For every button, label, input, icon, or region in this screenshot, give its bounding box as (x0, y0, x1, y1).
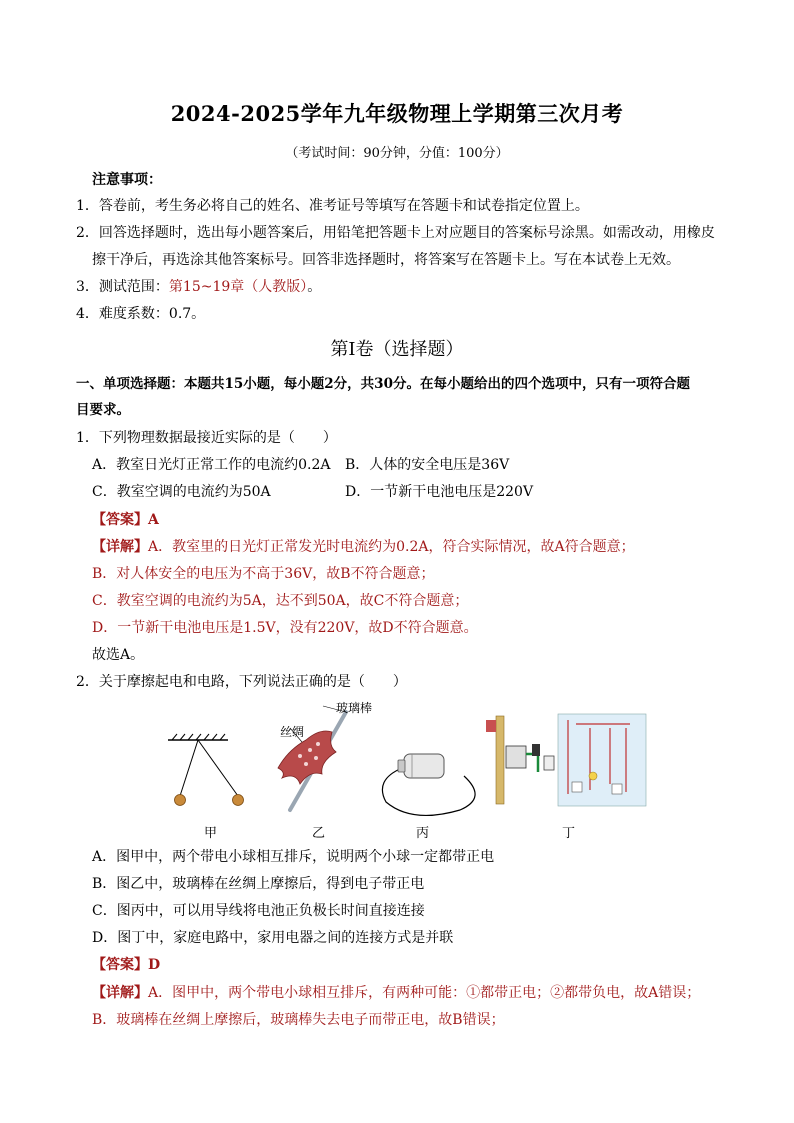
note-3-prefix: 3．测试范围： (76, 279, 169, 295)
note-4: 4．难度系数：0.7。 (76, 306, 206, 322)
note-2: 2．回答选择题时，选出每小题答案后，用铅笔把答题卡上对应题目的答案标号涂黑。如需改动，用橡皮 (76, 225, 715, 241)
q1-option-b: B．人体的安全电压是36V (345, 457, 510, 473)
figure-label-ding: 丁 (562, 826, 576, 841)
q2-detail-b: B．玻璃棒在丝绸上摩擦后，玻璃棒失去电子而带正电，故B错误； (92, 1012, 505, 1028)
q1-answer (92, 510, 159, 530)
q1-detail-a (92, 537, 635, 557)
figure-yi-glass-rod (278, 706, 346, 810)
section-title: 第Ⅰ卷（选择题） (330, 339, 464, 360)
q2-stem: 2．关于摩擦起电和电路，下列说法正确的是（ ） (76, 674, 407, 690)
figure-label-glass-rod: 玻璃棒 (336, 701, 373, 715)
q1-option-d: D．一节新干电池电压是220V (345, 484, 534, 500)
q2-answer (92, 955, 160, 975)
notes-heading: 注意事项： (92, 172, 162, 188)
q1-detail-b: B．对人体安全的电压为不高于36V，故B不符合题意； (92, 566, 435, 582)
q2-detail-a-text: A．图甲中，两个带电小球相互排斥，有两种可能：①都带正电；②都带负电，故A错误； (148, 985, 701, 1001)
figure-bing-battery (382, 754, 475, 815)
note-3-scope: 第15~19章（人教版） (168, 279, 308, 295)
q2-option-b: B．图乙中，玻璃棒在丝绸上摩擦后，得到电子带正电 (92, 876, 425, 892)
figure-jia-pendulums (168, 734, 244, 806)
q1-option-a: A．教室日光灯正常工作的电流约0.2A (92, 457, 331, 473)
q2-option-d: D．图丁中，家庭电路中，家用电器之间的连接方式是并联 (92, 930, 454, 946)
q2-detail-tag: 【详解】 (92, 985, 148, 1001)
q2-option-a: A．图甲中，两个带电小球相互排斥，说明两个小球一定都带正电 (92, 849, 495, 865)
q1-stem: 1．下列物理数据最接近实际的是（ ） (76, 430, 337, 446)
exam-title: 2024-2025学年九年级物理上学期第三次月考 (170, 101, 624, 126)
figure-ding-household-circuit (486, 714, 646, 806)
figure-label-jia: 甲 (204, 826, 218, 841)
q2-option-c: C．图丙中，可以用导线将电池正负极长时间直接连接 (92, 903, 425, 919)
note-3-suffix: 。 (307, 279, 322, 295)
q1-conclusion: 故选A。 (92, 647, 145, 663)
section-instructions: 一、单项选择题：本题共15小题，每小题2分，共30分。在每小题给出的四个选项中，只有一项符合题 (76, 376, 690, 392)
q1-answer-text: 【答案】A (92, 512, 159, 528)
note-3 (76, 277, 321, 297)
q1-option-c: C．教室空调的电流约为50A (92, 484, 271, 500)
q2-detail-a (92, 983, 700, 1003)
note-2-cont: 擦干净后，再选涂其他答案标号。回答非选择题时，将答案写在答题卡上。写在本试卷上无效。 (92, 252, 680, 268)
figure-label-silk: 丝绸 (280, 725, 305, 739)
q1-detail-d: D．一节新干电池电压是1.5V，没有220V，故D不符合题意。 (92, 620, 478, 636)
q1-detail-tag: 【详解】 (92, 539, 148, 555)
q1-detail-c: C．教室空调的电流约为5A，达不到50A，故C不符合题意； (92, 593, 469, 609)
figure-label-yi: 乙 (312, 826, 326, 841)
q1-detail-a-text: A．教室里的日光灯正常发光时电流约为0.2A，符合实际情况，故A符合题意； (148, 539, 635, 555)
exam-subtitle: （考试时间：90分钟，分值：100分） (285, 146, 509, 161)
note-1: 1．答卷前，考生务必将自己的姓名、准考证号等填写在答题卡和试卷指定位置上。 (76, 198, 589, 214)
figure-label-bing: 丙 (416, 826, 430, 841)
q2-answer-text: 【答案】D (92, 957, 161, 973)
q2-figure (160, 698, 660, 838)
section-instructions-cont: 目要求。 (76, 402, 130, 418)
